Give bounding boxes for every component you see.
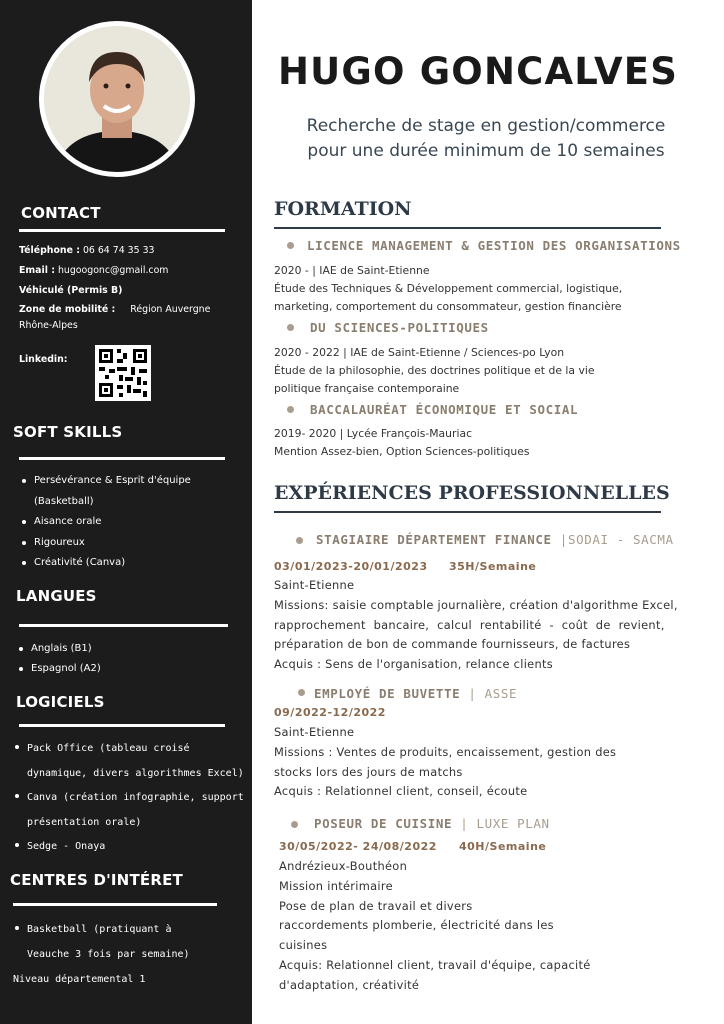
experiences-divider [274,511,661,513]
logiciels-list [13,737,244,860]
formation-heading: BACCALAURÉAT ÉCONOMIQUE ET SOCIAL [310,402,579,417]
list-item: Rigoureux [20,533,191,554]
zone-value: Région Auvergne [130,304,211,315]
formation-detail [274,344,594,398]
formation-detail [274,262,622,316]
phone-label: Téléphone : [19,245,80,256]
interets-list [13,918,190,992]
list-item: Créativité (Canva) [20,553,191,574]
bullet-dot [296,537,303,544]
detail-line: raccordements plomberie, électricité dans les [279,918,554,933]
sidebar [0,0,252,1024]
experience-detail [274,576,678,675]
formation-title: FORMATION [274,198,412,220]
objective-subtitle [262,114,710,164]
detail-line: Acquis : Sens de l'organisation, relance clients [274,657,553,672]
company-name: LUXE PLAN [476,816,550,831]
detail-line: Andrézieux-Bouthéon [279,859,408,873]
job-dates: 30/05/2022- 24/08/2022 [279,840,437,853]
linkedin-line [19,350,99,370]
list-item: Espagnol (A2) [17,659,101,679]
detail-line: Mission intérimaire [279,878,393,893]
zone-line-2: Rhône-Alpes [19,320,78,331]
detail-line: Mention Assez-bien, Option Sciences-politiques [274,445,530,458]
formation-heading: DU SCIENCES-POLITIQUES [310,320,489,335]
langues-title: LANGUES [16,587,97,605]
langues-list [17,639,101,679]
soft-skills-divider [19,457,225,460]
detail-line: stocks lors des jours de matchs [274,764,463,779]
list-item: (Basketball) [34,495,94,507]
detail-line: Acquis: Relationnel client, travail d'équipe, capacité [279,957,591,972]
list-item: dynamique, divers algorithmes Excel) [27,767,244,779]
detail-line: rapprochement bancaire, calcul rentabilité - coût de revient, [274,617,665,632]
job-hours: 40H/Semaine [459,840,547,853]
vehicle-line [19,281,229,301]
detail-line: cuisines [279,938,328,953]
interets-title: CENTRES D'INTÉRET [10,871,183,889]
list-item: Persévérance & Esprit d'équipe [20,471,191,492]
detail-line: 2019- 2020 | Lycée François-Mauriac [274,427,473,440]
bullet-dot [287,242,294,249]
phone-line [19,241,229,261]
bullet-dot [298,689,305,696]
subtitle-line-1: Recherche de stage en gestion/commerce [306,116,666,136]
detail-line: Missions: saisie comptable journalière, création d'algorithme Excel, [274,597,678,612]
experience-heading: POSEUR DE CUISINE | LUXE PLAN [314,816,550,831]
list-item: Niveau départemental 1 [13,973,146,985]
detail-line: préparation de bon de commande fournisseurs, de factures [274,637,631,652]
full-name: HUGO GONCALVES [278,50,679,93]
soft-skills-title: SOFT SKILLS [13,423,123,441]
detail-line: 2020 - 2022 | IAE de Saint-Etienne / Sciences-po Lyon [274,346,565,359]
formation-detail [274,425,529,461]
detail-line: Étude de la philosophie, des doctrines politique et de la vie [274,364,595,377]
list-item: Canva (création infographie, support [13,786,244,811]
detail-line: d'adaptation, créativité [279,977,420,992]
profile-photo [39,21,195,177]
experience-detail [279,857,591,996]
detail-line: marketing, comportement du consommateur, gestion financière [274,300,622,313]
job-dates: 09/2022-12/2022 [274,706,386,719]
langues-divider [19,624,228,627]
email-value[interactable]: hugoogonc@gmail.com [57,265,169,276]
job-role: POSEUR DE CUISINE [314,816,453,831]
list-item: Aisance orale [20,512,191,533]
subtitle-line-2: pour une durée minimum de 10 semaines [307,141,665,161]
job-role: STAGIAIRE DÉPARTEMENT FINANCE [316,532,552,547]
list-item: Basketball (pratiquant à [13,918,190,943]
detail-line: Saint-Etienne [274,578,355,592]
interets-divider [13,903,217,906]
soft-skills-list [20,471,191,574]
detail-line: politique française contemporaine [274,382,460,395]
job-hours: 35H/Semaine [449,560,537,573]
linkedin-qr-code[interactable] [95,345,151,401]
company-name: ASSE [484,686,518,701]
contact-divider [19,229,225,232]
bullet-dot [287,324,294,331]
zone-label: Zone de mobilité : [19,304,116,315]
logiciels-title: LOGICIELS [16,693,105,711]
formation-heading: LICENCE MANAGEMENT & GESTION DES ORGANISATIONS [307,238,681,253]
detail-line: Missions : Ventes de produits, encaissement, gestion des [274,744,617,759]
list-item: présentation orale) [27,816,142,828]
detail-line: Étude des Techniques & Développement commercial, logistique, [274,282,623,295]
experience-heading: EMPLOYÉ DE BUVETTE | ASSE [314,686,518,701]
detail-line: 2020 - | IAE de Saint-Etienne [274,264,430,277]
formation-divider [274,227,661,229]
list-item: Sedge - Onaya [13,835,244,860]
list-item: Pack Office (tableau croisé [13,737,244,762]
experience-heading: STAGIAIRE DÉPARTEMENT FINANCE |SODAI - SACMA [316,532,674,547]
list-item: Veauche 3 fois par semaine) [27,948,190,960]
detail-line: Acquis : Relationnel client, conseil, écoute [274,784,528,799]
contact-title: CONTACT [21,204,101,222]
bullet-dot [291,821,298,828]
company-name: SODAI - SACMA [567,532,674,547]
job-role: EMPLOYÉ DE BUVETTE [314,686,461,701]
experience-detail [274,723,616,802]
detail-line: Saint-Etienne [274,725,355,739]
linkedin-label: Linkedin: [19,354,68,365]
vehicle-value: Véhiculé (Permis B) [19,285,123,296]
email-label: Email : [19,265,55,276]
detail-line: Pose de plan de travail et divers [279,898,473,913]
bullet-dot [287,406,294,413]
job-dates: 03/01/2023-20/01/2023 [274,560,428,573]
email-line [19,261,229,281]
phone-value[interactable]: 06 64 74 35 33 [82,245,155,256]
list-item: Anglais (B1) [17,639,101,659]
experiences-title: EXPÉRIENCES PROFESSIONNELLES [274,482,670,504]
logiciels-divider [19,724,225,727]
